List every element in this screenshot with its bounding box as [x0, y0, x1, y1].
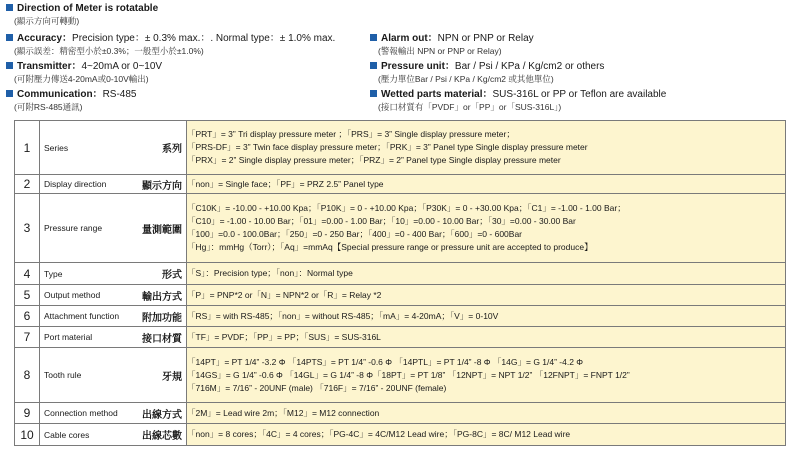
row-label: [40, 175, 187, 194]
table-row: [15, 327, 786, 348]
row-label-en: Connection method: [44, 408, 118, 418]
row-label-zh: 系列: [162, 144, 182, 155]
row-value: [187, 424, 786, 446]
row-value: [187, 263, 786, 285]
row-label-zh: 牙規: [162, 371, 182, 383]
note-key: Wetted parts material：: [381, 89, 493, 100]
notes-section: [6, 2, 796, 112]
row-number: 6: [15, 306, 40, 327]
value-line: 「TF」= PVDF；「PP」= PP；「SUS」= SUS-316L: [187, 331, 381, 342]
note-pressure-unit: [370, 60, 604, 85]
note-value: Precision type：± 0.3% max.：. Normal type：± 1.0% max.: [72, 33, 336, 44]
table-row: [15, 121, 786, 175]
row-label-en: Output method: [44, 290, 101, 300]
row-number: 9: [15, 403, 40, 424]
row-value: [187, 327, 786, 348]
note-wetted-parts: [370, 88, 666, 113]
row-number: 5: [15, 285, 40, 306]
row-label-en: Port material: [44, 332, 93, 342]
table-row: [15, 194, 786, 263]
value-line: 「non」= Single face；「PF」= PRZ 2.5” Panel type: [187, 178, 384, 189]
bullet-square-icon: [370, 62, 377, 69]
note-key: Communication：: [17, 89, 103, 100]
note-value: Bar / Psi / KPa / Kg/cm2 or others: [454, 61, 605, 72]
note-sub: (顯示誤差：精密型小於±0.3%；一般型小於±1.0%): [14, 46, 204, 56]
note-accuracy: [6, 32, 335, 57]
value-line: 「C10K」= -10.00 - +10.00 Kpa；「P10K」= 0 - +10.00 Kpa；「P30K」= 0 - +30.00 Kpa；「C1」= -1.00 - 1.00 Bar；: [187, 203, 626, 213]
value-line: 「PRT」= 3” Tri display pressure meter ；「PRS」= 3” Single display pressure meter；: [187, 129, 515, 139]
row-label: [40, 306, 187, 327]
row-number: 3: [15, 194, 40, 263]
value-line: 「P」= PNP*2 or「N」= NPN*2 or「R」= Relay *2: [187, 289, 382, 300]
value-line: 「PRS-DF」= 3” Twin face display pressure meter；「PRK」= 3” Panel type Single display pressure meter: [187, 142, 588, 152]
value-line: 「S」：Precision type；「non」：Normal type: [187, 268, 353, 278]
row-number: 1: [15, 121, 40, 175]
value-line: 「14GS」= G 1/4” -0.6 Φ 「14GL」= G 1/4” -8 Φ「18PT」= PT 1/8” 「12NPT」= NPT 1/2” 「12FNPT」= FNPT 1/2”: [187, 369, 630, 380]
table-row: [15, 285, 786, 306]
row-label: [40, 348, 187, 403]
row-value: [187, 175, 786, 194]
table-row: [15, 424, 786, 446]
note-value: 4~20mA or 0~10V: [81, 61, 163, 72]
row-label: [40, 424, 187, 446]
bullet-square-icon: [6, 90, 13, 97]
note-sub: (警報輸出 NPN or PNP or Relay): [378, 46, 502, 56]
note-key: Alarm out：: [381, 33, 438, 44]
row-number: 10: [15, 424, 40, 446]
row-number: 4: [15, 263, 40, 285]
row-value: [187, 194, 786, 263]
note-sub: (接口材質有「PVDF」or「PP」or「SUS-316L」): [378, 102, 562, 112]
bullet-square-icon: [370, 34, 377, 41]
table-row: [15, 175, 786, 194]
table-row: [15, 263, 786, 285]
bullet-square-icon: [6, 4, 13, 11]
spec-table: [14, 120, 786, 446]
row-label-zh: 量測範圍: [142, 224, 182, 236]
value-line: 「14PT」= PT 1/4” -3.2 Φ 「14PTS」= PT 1/4” -0.6 Φ 「14PTL」= PT 1/4” -8 Φ 「14G」= G 1/4” -4.2 Φ: [187, 356, 584, 367]
row-label-zh: 附加功能: [142, 312, 182, 324]
table-row: [15, 348, 786, 403]
row-value: [187, 306, 786, 327]
row-value: [187, 121, 786, 175]
row-label-en: Display direction: [44, 179, 107, 189]
row-label-zh: 出線芯數: [142, 431, 182, 442]
note-value: NPN or PNP or Relay: [437, 33, 534, 44]
value-line: 「2M」= Lead wire 2m；「M12」= M12 connection: [187, 407, 380, 418]
row-label-zh: 形式: [162, 270, 182, 281]
value-line: 「PRX」= 2” Single display pressure meter；「PRZ」= 2” Panel type Single display pressure meter: [187, 155, 561, 165]
row-label-en: Series: [44, 142, 69, 153]
bullet-square-icon: [370, 90, 377, 97]
row-label: [40, 263, 187, 285]
row-label-zh: 出線方式: [142, 409, 182, 421]
bullet-square-icon: [6, 34, 13, 41]
row-label-en: Attachment function: [44, 311, 120, 321]
value-line: 「716M」= 7/16” - 20UNF (male) 「716F」= 7/16” - 20UNF (female): [187, 382, 447, 393]
note-key: Pressure unit：: [381, 61, 455, 72]
bullet-square-icon: [6, 62, 13, 69]
note-communication: [6, 88, 136, 113]
note-key: Direction of Meter is rotatable: [17, 3, 159, 14]
table-row: [15, 306, 786, 327]
row-label: [40, 194, 187, 263]
row-label: [40, 403, 187, 424]
note-transmitter: [6, 60, 162, 85]
row-number: 2: [15, 175, 40, 194]
row-label-zh: 顯示方向: [142, 180, 182, 192]
row-value: [187, 403, 786, 424]
row-label-en: Tooth rule: [44, 370, 82, 380]
row-label-zh: 接口材質: [142, 333, 182, 345]
row-label-en: Type: [44, 268, 63, 279]
row-number: 7: [15, 327, 40, 348]
value-line: 「Hg」：mmHg（Torr）；「Aq」=mmAq【Special pressure range or pressure unit are accepted to produce】: [187, 242, 593, 252]
value-line: 「RS」= with RS-485；「non」= without RS-485；「mA」= 4-20mA；「V」= 0-10V: [187, 310, 499, 321]
note-key: Accuracy：: [17, 33, 73, 44]
note-key: Transmitter：: [17, 61, 82, 72]
row-value: [187, 348, 786, 403]
value-line: 「100」=0.0 - 100.0Bar；「250」=0 - 250 Bar；「400」=0 - 400 Bar；「600」=0 - 600Bar: [187, 229, 522, 239]
row-label: [40, 285, 187, 306]
table-row: [15, 403, 786, 424]
note-sub: (可附RS-485通訊): [14, 102, 83, 112]
note-direction: [6, 2, 158, 27]
note-sub: (顯示方向可轉動): [14, 16, 80, 26]
row-value: [187, 285, 786, 306]
note-value: RS-485: [102, 89, 137, 100]
row-label: [40, 121, 187, 175]
value-line: 「non」= 8 cores；「4C」= 4 cores；「PG-4C」= 4C/M12 Lead wire；「PG-8C」= 8C/ M12 Lead wire: [187, 429, 571, 439]
row-label: [40, 327, 187, 348]
row-label-zh: 輸出方式: [142, 291, 182, 303]
row-number: 8: [15, 348, 40, 403]
note-alarm-out: [370, 32, 534, 57]
row-label-en: Cable cores: [44, 429, 90, 440]
note-sub: (可附壓力傳送4-20mA或0-10V輸出): [14, 74, 149, 84]
row-label-en: Pressure range: [44, 223, 103, 233]
note-value: SUS-316L or PP or Teflon are available: [492, 89, 667, 100]
note-sub: (壓力單位Bar / Psi / KPa / Kg/cm2 或其他單位): [378, 74, 554, 84]
value-line: 「C10」= -1.00 - 10.00 Bar；「01」=0.00 - 1.00 Bar；「10」=0.00 - 10.00 Bar；「30」=0.00 - 30.00 Bar: [187, 216, 576, 226]
